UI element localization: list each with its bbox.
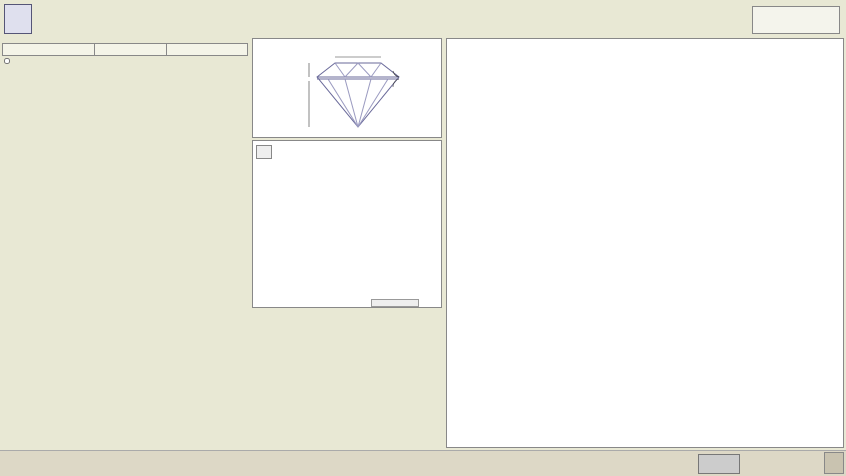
parameters-panel [2, 38, 248, 448]
firetrace-panel [252, 140, 442, 308]
brilliantcoring-checkbox[interactable] [4, 58, 10, 64]
col-header [167, 44, 248, 56]
col-header [3, 44, 95, 56]
leakage-diagrams [447, 39, 843, 447]
ogi-logo [4, 4, 32, 34]
firetrace-chart [253, 141, 443, 309]
excellent-rating [371, 299, 419, 307]
col-header [95, 44, 167, 56]
brilliantcoring-note[interactable] [2, 58, 248, 64]
gia-facetware-logo [752, 6, 840, 34]
diamond-profile-diagram [253, 39, 441, 137]
parameters-table [2, 43, 248, 56]
average-graph-panel [252, 38, 442, 138]
symmetry-leakage-panel [446, 38, 844, 448]
header-bar [0, 0, 846, 38]
mode-button[interactable] [698, 454, 740, 474]
back-button[interactable] [824, 452, 844, 474]
